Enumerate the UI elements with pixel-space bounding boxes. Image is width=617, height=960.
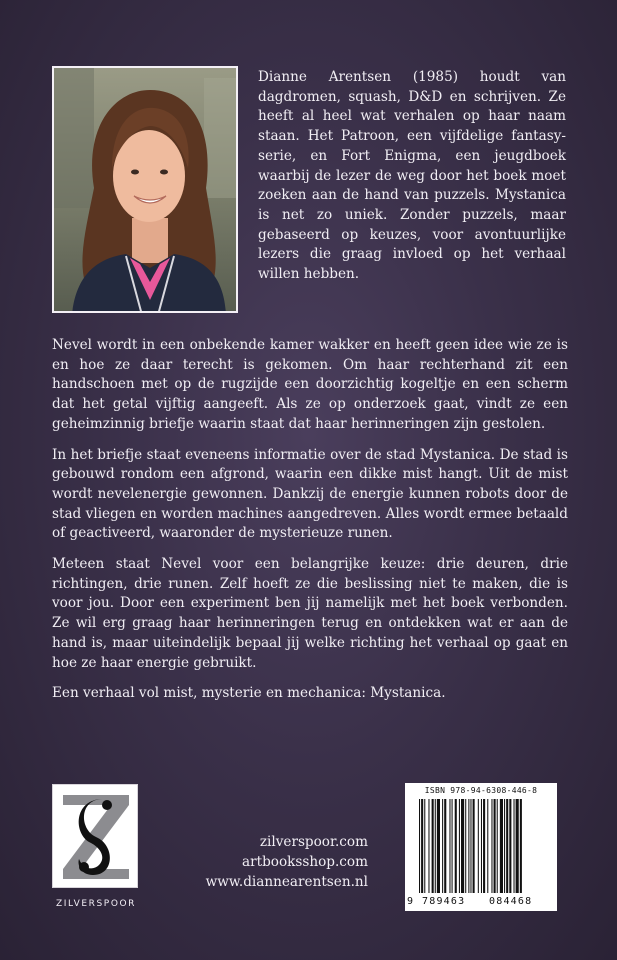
barcode-bar — [437, 799, 440, 893]
author-photo — [52, 66, 238, 313]
barcode-bar — [449, 799, 450, 893]
barcode-bar — [504, 799, 505, 893]
barcode-bar — [491, 799, 492, 893]
barcode-bar — [481, 799, 482, 893]
barcode-bar — [459, 799, 460, 893]
author-bio: Dianne Arentsen (1985) houdt van dagdromen, squash, D&D en schrijven. Ze heeft al heel wat verhalen op haar naam staan. Het Patroon, een vijfdelige fantasy-serie, en Fort Enigma, een jeugdboek waarbij de lezer de weg door het boek moet zoeken aan de hand van puzzels. Mystanica is net zo uniek. Zonder puzzels, maar gebaseerd op keuzes, voor avontuurlijke lezers die graag invloed op het verhaal willen hebben. — [258, 69, 566, 283]
publisher-name: ZILVERSPOOR — [55, 899, 137, 909]
barcode-bar — [470, 799, 471, 893]
publisher-logo — [52, 784, 138, 888]
blurb — [52, 336, 568, 715]
barcode-bar — [473, 799, 475, 893]
barcode-bar — [509, 799, 511, 893]
isbn-label: ISBN 978-94-6308-446-8 — [424, 786, 538, 795]
tagline: Een verhaal vol mist, mysterie en mechanica: Mystanica. — [52, 685, 446, 702]
barcode-bar — [506, 799, 508, 893]
zilverspoor-logo-icon — [53, 785, 138, 888]
barcode-bar — [452, 799, 453, 893]
barcode-bars — [415, 799, 547, 899]
barcode-bar — [455, 799, 457, 893]
isbn-barcode — [405, 783, 557, 911]
blurb-paragraph: Meteen staat Nevel voor een belangrijke keuze: drie deuren, drie richtingen, drie runen. Zelf hoeft ze die beslissing niet te maken, die is voor jou. Door een experiment ben jij namelijk met het boek verbonden. Ze wil erg graag haar herinneringen terug en ontdekken wat er aan de hand is, maar uiteindelijk bepaal jij welke richting het verhaal op gaat en hoe ze haar energie gebruikt. — [52, 556, 568, 671]
barcode-bar — [444, 799, 446, 893]
blurb-paragraph: In het briefje staat eveneens informatie over de stad Mystanica. De stad is gebouwd rondom een afgrond, waarin een dikke mist hangt. Uit de mist wordt nevelenergie gewonnen. Dankzij de energie kunnen robots door de stad vliegen en worden machines aangedreven. Alles wordt ermee betaald of geactiveerd, waaronder de mysterieuze runen. — [52, 446, 568, 542]
barcode-bar — [500, 799, 503, 893]
barcode-bar — [516, 799, 519, 893]
barcode-bar — [421, 799, 423, 893]
barcode-digits-right: 084468 — [489, 896, 533, 907]
barcode-bar — [478, 799, 479, 893]
barcode-bar — [483, 799, 485, 893]
barcode-bar — [428, 799, 429, 893]
barcode-digits-left: 789463 — [422, 896, 466, 907]
link-author-site: www.diannearentsen.nl — [205, 874, 368, 890]
barcode-bar — [497, 799, 498, 893]
barcode-bar — [520, 799, 522, 893]
link-zilverspoor: zilverspoor.com — [259, 834, 368, 850]
barcode-bar — [435, 799, 436, 893]
barcode-bar — [461, 799, 464, 893]
author-portrait-image — [54, 68, 238, 313]
barcode-bar — [468, 799, 469, 893]
website-links — [150, 832, 368, 892]
link-artbooksshop: artbooksshop.com — [242, 854, 368, 870]
barcode-bar — [487, 799, 488, 893]
barcode-digit-first: 9 — [407, 896, 414, 907]
barcode-bar — [465, 799, 466, 893]
barcode-bar — [514, 799, 515, 893]
barcode-bar — [442, 799, 443, 893]
barcode-bar — [494, 799, 496, 893]
blurb-paragraph: Nevel wordt in een onbekende kamer wakker en heeft geen idee wie ze is en hoe ze daar terecht is gekomen. Om haar rechterhand zit een handschoen met op de rugzijde een doorzichtig kogeltje en een scherm dat het getal vijftig aangeeft. Als ze op onderzoek gaat, vindt ze een geheimzinnig briefje waarin staat dat haar herinneringen zijn gestolen. — [52, 337, 568, 432]
barcode-bar — [432, 799, 434, 893]
barcode-bar — [419, 799, 420, 893]
barcode-bar — [424, 799, 425, 893]
